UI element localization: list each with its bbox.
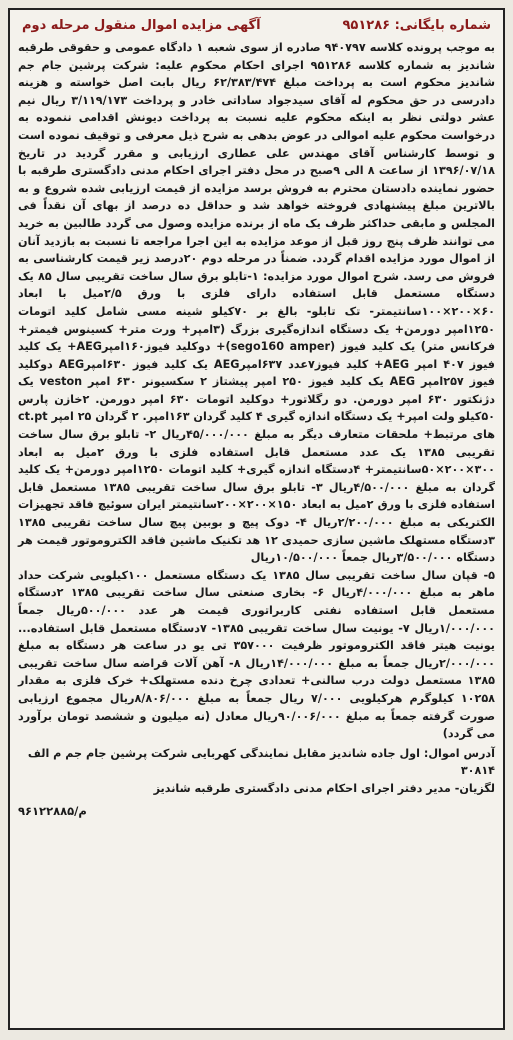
file-number: شماره بایگانی: ۹۵۱۲۸۶ xyxy=(342,18,491,33)
signature-line: لگزیان- مدیر دفتر اجرای احکام مدنی دادگستری طرقبه شاندیز xyxy=(153,781,495,795)
body-paragraph: ۵- قپان سال ساخت تقریبی سال ۱۳۸۵ یک دستگاه مستعمل ۱۰۰کیلویی شرکت حداد ماهر به مبلغ ۴/۰۰۰/۰۰۰ریال ۶- بخاری صنعتی سال ساخت تقریبی ۱۳۸۵ ۲دستگاه مستعمل قابل استفاده نفتی کاربراتوری قیمت هر عدد ۵۰۰/۰۰۰ریال جمعاً ۱/۰۰۰/۰۰۰ریال ۷- یونیت سال ساخت تقریبی ۱۳۸۵- ۷دستگاه مستعمل قابل استفاده... یونیت هیتر فاقد الکتروموتور ظرفیت ۳۵۷۰۰۰ تی یو در ساعت هر دستگاه به مبلغ ۲/۰۰۰/۰۰۰ریال جمعاً به مبلغ ۱۴/۰۰۰/۰۰۰ریال ۸- آهن آلات قراضه سال ساخت تقریبی ۱۳۸۵ مستعمل دولت درب سالنی+ تعدادی چرخ دنده مستهلک+ خرک فلزی به مقدار ۱۰۲۵۸ کیلوگرم هرکیلویی ۷/۰۰۰ ریال جمعاً به مبلغ ۸/۸۰۶/۰۰۰ریال مجموع ارزیابی صورت گرفته جمعاً به مبلغ ۹۰/۰۰۶/۰۰۰ریال معادل (نه میلیون و ششصد تومان برآورد می گردد) xyxy=(18,568,496,741)
notice-title: آگهی مزایده اموال منقول مرحله دوم xyxy=(22,18,261,33)
notice-body xyxy=(18,39,495,743)
notice-footer xyxy=(18,745,495,798)
body-paragraph: به موجب پرونده کلاسه ۹۴۰۷۹۷ صادره از سوی شعبه ۱ دادگاه عمومی و حقوقی طرقبه شاندیز به شماره کلاسه ۹۵۱۲۸۶ اجرای احکام محکوم علیه: شرکت پرشین جام جم شاندیز محکوم است به پرداخت مبلغ ۶۲/۳۸۳/۴۷۴ ریال بابت اصل خواسته و هزینه دادرسی در حق محکوم له آقای سیدجواد ساداتی خادر و پرداخت ۳/۱۱۹/۱۷۳ ریال نیم عشر دولتی نظر به اینکه محکوم علیه نسبت به پرداخت دیونش اقدامی ننموده به درخواست محکوم علیه اموالی در عوض بدهی به شرح ذیل معرفی و توقیف نموده است و توسط کارشناس آقای مهندس علی عطاری ارزیابی و مقرر گردید در تاریخ ۱۳۹۶/۰۷/۱۸ از ساعت ۸ الی ۹صبح در محل دفتر اجرای احکام مدنی دادگستری طرقبه با حضور نماینده دادستان محترم به فروش برسد مزایده از قیمت ارزیابی شده شروع و به بالاترین مبلغ پیشنهادی فروخته خواهد شد و حداقل ده درصد از بهای آن نقداً فی المجلس و مابقی حداکثر ظرف یک ماه از برنده مزایده وصول می گردد طالبین به خرید می توانند ظرف پنج روز قبل از موعد مزایده به این اجرا مراجعه تا نسبت به بازدید آنان از اموال مورد مزایده اقدام گردد. ضمناً در مرحله دوم ۲۰درصد زیر قیمت کارشناسی به فروش می رسد. شرح اموال مورد مزایده: ۱-تابلو برق سال ساخت تقریبی سال ۸۵ یک دستگاه مستعمل قابل استفاده دارای فلزی با ورق ۲/۵میل با ابعاد ۶۰×۲۰۰×۱۰۰سانتیمتر- تک تابلو- بالغ بر ۷۰کیلو شینه مسی شامل کلید اتومات ۱۲۵۰امپر دورمن+ یک دستگاه اندازه‌گیری بزرگ (۳امپر+ ورت متر+ کسینوس فیمتر+ فرکانس متر) یک کلید فیوز (sego160 amper)+ دوکلید فیوز۱۶۰امپرAEG+ یک کلید فیوز ۴۰۷ امپر AEG+ کلید فیوز۷عدد ۶۳۷امپرAEG یک کلید فیوز ۶۳۰امپرAEG دوکلید فیوز ۲۵۷امپر AEG یک کلید فیوز ۲۵۰ امپر پیشتاز ۲ سکسیونر ۶۳۰ امپر veston یک دژنکتور ۶۳۰ امپر دورمن. دو رگلاتور+ دوکلید اتومات ۶۳۰ امپر دورمن. ۲خازن پارس ۵۰کیلو ولت امپر+ یک دستگاه اندازه گیری ۴ کلید گردان ۱۶۳امپر. ۲ گردان ۲۵ امپر ct.pt های مرتبط+ ملحقات متعارف دیگر به مبلغ ۴۵/۰۰۰/۰۰۰ریال ۲- تابلو برق سال ساخت تقریبی ۱۳۸۵ یک عدد مستعمل قابل استفاده فلزی با ورق ۲میل به ابعاد ۳۰۰×۲۰۰×۵۰سانتیمتر+ ۴دستگاه اندازه گیری+ کلید اتومات ۱۲۵۰امپر دورمن+ یک کلید گردان به مبلغ ۴/۵۰۰/۰۰۰ریال ۳- تابلو برق سال ساخت تقریبی ۱۳۸۵ مستعمل قابل استفاده فلزی با ورق ۲میل به ابعاد ۱۵۰×۲۰۰×۲۰۰سانتیمتر ایران سوئیچ فاقد تجهیزات الکتریکی به مبلغ ۲/۲۰۰/۰۰۰ریال ۴- دوک پیچ و بوبین پیچ سال ساخت تقریبی ۱۳۸۵ ۳دستگاه مستهلک ماشین سازی حمیدی ۱۲ هد تکنیک ماشین فاقد الکتروموتور قیمت هر دستگاه ۳/۵۰۰/۰۰۰ریال جمعاً ۱۰/۵۰۰/۰۰۰ریال xyxy=(18,41,496,565)
notice-header xyxy=(18,16,495,39)
property-address: آدرس اموال: اول جاده شاندیز مقابل نمایندگی کهربایی شرکت پرشین جام جم م الف ۳۰۸۱۴ xyxy=(27,746,495,778)
auction-notice xyxy=(8,8,505,1030)
reference-number: م/۹۶۱۲۲۸۸۵ xyxy=(18,803,87,818)
